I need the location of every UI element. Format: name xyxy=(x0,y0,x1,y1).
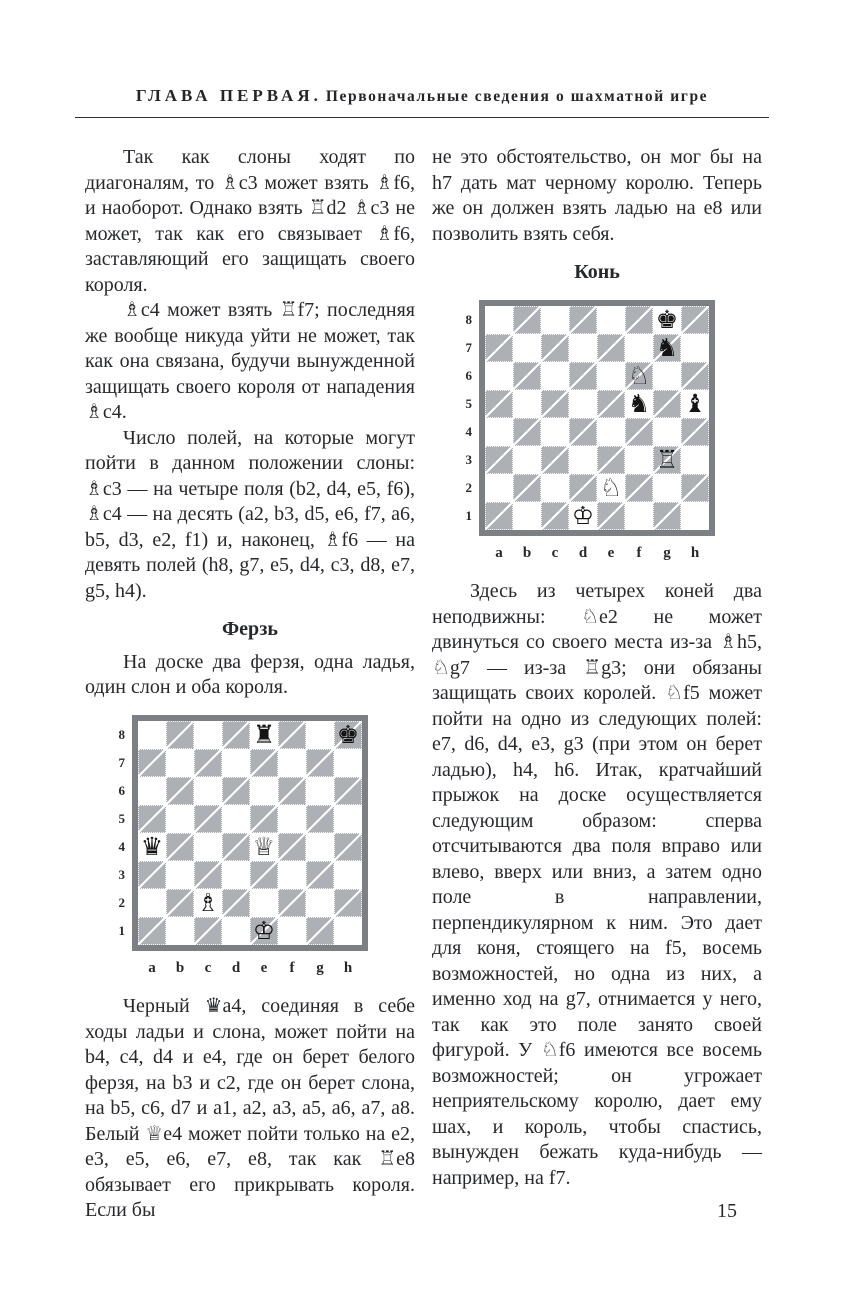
section-heading-knight: Конь xyxy=(574,261,620,283)
square-b2 xyxy=(166,889,194,917)
rank-label: 7 xyxy=(465,339,472,355)
square-c6 xyxy=(194,777,222,805)
square-e1 xyxy=(597,502,625,530)
rank-label: 4 xyxy=(118,838,125,854)
square-d4 xyxy=(222,833,250,861)
square-c1 xyxy=(541,502,569,530)
square-g5 xyxy=(306,805,334,833)
square-f5 xyxy=(625,390,653,418)
square-e6 xyxy=(597,362,625,390)
square-c7 xyxy=(194,749,222,777)
square-g3 xyxy=(653,446,681,474)
square-g8 xyxy=(653,306,681,334)
black-queen-icon: ♛ xyxy=(140,832,164,861)
file-labels xyxy=(479,541,715,567)
square-e3 xyxy=(597,446,625,474)
file-label: b xyxy=(175,959,185,976)
square-b7 xyxy=(513,334,541,362)
square-d3 xyxy=(569,446,597,474)
rank-label: 6 xyxy=(118,782,125,798)
paragraph-queen-continuation: не это обстоятельство, он мог бы на h7 дать мат черному королю. Теперь же он должен взять ладью на e8 или позволить взять себя. xyxy=(432,146,762,245)
chess-diagram-knight xyxy=(432,300,762,567)
square-h2 xyxy=(334,889,362,917)
square-g3 xyxy=(306,861,334,889)
square-d7 xyxy=(569,334,597,362)
square-a3 xyxy=(138,861,166,889)
square-a8 xyxy=(485,306,513,334)
file-label: e xyxy=(260,959,268,976)
square-f5 xyxy=(278,805,306,833)
file-label: e xyxy=(607,544,615,561)
square-b7 xyxy=(166,749,194,777)
file-label: b xyxy=(522,544,532,561)
square-f3 xyxy=(278,861,306,889)
square-d7 xyxy=(222,749,250,777)
chapter-label: ГЛАВА ПЕРВАЯ. xyxy=(135,86,322,105)
square-d1 xyxy=(569,502,597,530)
rank-label: 5 xyxy=(465,395,472,411)
square-f4 xyxy=(278,833,306,861)
rank-label: 2 xyxy=(465,479,472,495)
square-e8 xyxy=(597,306,625,334)
right-column xyxy=(432,145,762,1224)
square-h6 xyxy=(681,362,709,390)
square-a6 xyxy=(485,362,513,390)
square-h6 xyxy=(334,777,362,805)
rank-label: 1 xyxy=(465,507,472,523)
square-b1 xyxy=(166,917,194,945)
square-f6 xyxy=(625,362,653,390)
two-column-layout xyxy=(0,118,844,1224)
square-d1 xyxy=(222,917,250,945)
square-a7 xyxy=(138,749,166,777)
square-b6 xyxy=(166,777,194,805)
square-g8 xyxy=(306,721,334,749)
square-c4 xyxy=(194,833,222,861)
chapter-subtitle: Первоначальные сведения о шахматной игре xyxy=(325,88,709,105)
square-g6 xyxy=(306,777,334,805)
paragraph-bishops-1: Так как слоны ходят по диагоналям, то ♗c3 может взять ♗f6, и наоборот. Однако взять ♖d2 ♗c3 не может, так как его связывает ♗f6, заставляющий его защищать своего короля. xyxy=(85,146,415,296)
square-h5 xyxy=(681,390,709,418)
black-rook-icon: ♜ xyxy=(252,720,276,749)
square-f1 xyxy=(278,917,306,945)
square-d2 xyxy=(569,474,597,502)
paragraph-bishops-3: Число полей, на которые могут пойти в данном положении слоны: ♗c3 — на четыре поля (b2, d4, e5, f6), ♗c4 — на десять (a2, b3, d5, e6, f7, a6, b5, d3, e2, f1) и, наконец, ♗f6 — на девять полей (h8, g7, e5, d4, c3, d8, e7, g5, h4). xyxy=(85,426,415,602)
square-c2 xyxy=(194,889,222,917)
white-king-icon: ♔ xyxy=(571,501,595,530)
square-g1 xyxy=(653,502,681,530)
square-b5 xyxy=(513,390,541,418)
square-e6 xyxy=(250,777,278,805)
square-g7 xyxy=(306,749,334,777)
file-label: g xyxy=(663,544,671,561)
square-g2 xyxy=(653,474,681,502)
file-label: h xyxy=(343,959,353,976)
square-c8 xyxy=(194,721,222,749)
square-a5 xyxy=(485,390,513,418)
square-e2 xyxy=(597,474,625,502)
rank-label: 8 xyxy=(118,726,125,742)
file-labels xyxy=(132,956,368,982)
square-e2 xyxy=(250,889,278,917)
black-king-icon: ♚ xyxy=(336,720,360,749)
rank-label: 1 xyxy=(118,922,125,938)
square-g4 xyxy=(306,833,334,861)
square-a1 xyxy=(485,502,513,530)
square-e7 xyxy=(597,334,625,362)
square-a2 xyxy=(485,474,513,502)
square-h7 xyxy=(681,334,709,362)
page-header xyxy=(0,0,844,118)
square-c5 xyxy=(194,805,222,833)
file-label: h xyxy=(690,544,700,561)
square-d6 xyxy=(222,777,250,805)
square-f4 xyxy=(625,418,653,446)
square-g7 xyxy=(653,334,681,362)
square-a3 xyxy=(485,446,513,474)
square-c3 xyxy=(541,446,569,474)
chess-board xyxy=(479,300,715,536)
square-b5 xyxy=(166,805,194,833)
paragraph-bishops-2: ♗c4 может взять ♖f7; последняя же вообще никуда уйти не может, так как она связана, будучи вынужденной защищать своего короля от нападения ♗c4. xyxy=(85,299,415,423)
black-bishop-icon: ♝ xyxy=(683,389,707,418)
rank-label: 5 xyxy=(118,810,125,826)
square-c7 xyxy=(541,334,569,362)
square-a7 xyxy=(485,334,513,362)
square-c5 xyxy=(541,390,569,418)
file-label: f xyxy=(636,544,642,561)
paragraph-queen-intro: На доске два ферзя, одна ладья, один слон и оба короля. xyxy=(85,650,415,698)
square-a1 xyxy=(138,917,166,945)
square-f1 xyxy=(625,502,653,530)
square-h5 xyxy=(334,805,362,833)
section-heading-queen: Ферзь xyxy=(221,618,279,640)
white-queen-icon: ♕ xyxy=(252,832,276,861)
square-g6 xyxy=(653,362,681,390)
file-label: f xyxy=(289,959,295,976)
square-a2 xyxy=(138,889,166,917)
chess-diagram-queen xyxy=(85,715,415,982)
square-b8 xyxy=(166,721,194,749)
square-d2 xyxy=(222,889,250,917)
file-label: d xyxy=(231,959,241,976)
square-e5 xyxy=(250,805,278,833)
square-d5 xyxy=(569,390,597,418)
paragraph-knight-analysis: Здесь из четырех коней два неподвижны: ♘e2 не может двинуться со своего места из-за ♗h5, ♘g7 — из-за ♖g3; они обязаны защищать своих королей. ♘f5 может пойти на одно из следующих полей: e7, d6, d4, e3, g3 (при этом он берет ладью), h4, h6. Итак, кратчайший прыжок на доске осуществляется следующим образом: сперва отсчитываются два поля вправо или влево, вверх или вниз, а затем одно поле в направлении, перпендикулярном к ним. Это дает для коня, стоящего на f5, восемь возможностей, но одна из них, а именно ход на g7, отнимается у него, так как это поле занято своей фигурой. У ♘f6 имеются все восемь возможностей; он угрожает неприятельскому королю, дает ему шах, и король, чтобы спастись, вынужден бежать куда-нибудь — например, на f7. xyxy=(432,580,762,1189)
square-f8 xyxy=(278,721,306,749)
square-b6 xyxy=(513,362,541,390)
square-f7 xyxy=(278,749,306,777)
square-e4 xyxy=(597,418,625,446)
square-h3 xyxy=(334,861,362,889)
square-b8 xyxy=(513,306,541,334)
square-f8 xyxy=(625,306,653,334)
rank-label: 6 xyxy=(465,367,472,383)
rank-label: 7 xyxy=(118,754,125,770)
square-b4 xyxy=(166,833,194,861)
square-h4 xyxy=(334,833,362,861)
square-b1 xyxy=(513,502,541,530)
square-e5 xyxy=(597,390,625,418)
rank-label: 3 xyxy=(118,866,125,882)
paragraph-queen-analysis: Черный ♛a4, соединяя в себе ходы ладьи и слона, может пойти на b4, c4, d4 и e4, где он берет белого ферзя, на b3 и c2, где он берет слона, на b5, c6, d7 и a1, a2, a3, a5, a6, a7, a8. Белый ♕e4 может пойти только на e2, e3, e5, e6, e7, e8, так как ♖e8 обязывает его прикрывать короля. Если бы xyxy=(85,995,415,1221)
square-d3 xyxy=(222,861,250,889)
square-e8 xyxy=(250,721,278,749)
square-b2 xyxy=(513,474,541,502)
square-d8 xyxy=(569,306,597,334)
file-label: a xyxy=(495,544,503,561)
white-bishop-icon: ♗ xyxy=(196,888,220,917)
black-king-icon: ♚ xyxy=(655,305,679,334)
file-label: d xyxy=(578,544,588,561)
square-a8 xyxy=(138,721,166,749)
square-c8 xyxy=(541,306,569,334)
square-g1 xyxy=(306,917,334,945)
rank-label: 4 xyxy=(465,423,472,439)
square-c2 xyxy=(541,474,569,502)
square-d8 xyxy=(222,721,250,749)
square-e1 xyxy=(250,917,278,945)
square-d6 xyxy=(569,362,597,390)
file-label: a xyxy=(148,959,156,976)
rank-label: 3 xyxy=(465,451,472,467)
square-b4 xyxy=(513,418,541,446)
square-f6 xyxy=(278,777,306,805)
square-d5 xyxy=(222,805,250,833)
square-g2 xyxy=(306,889,334,917)
square-h8 xyxy=(681,306,709,334)
square-f2 xyxy=(625,474,653,502)
square-c6 xyxy=(541,362,569,390)
square-c1 xyxy=(194,917,222,945)
square-a5 xyxy=(138,805,166,833)
file-label: g xyxy=(316,959,324,976)
square-a4 xyxy=(485,418,513,446)
square-a6 xyxy=(138,777,166,805)
square-g5 xyxy=(653,390,681,418)
square-b3 xyxy=(166,861,194,889)
square-h1 xyxy=(334,917,362,945)
rank-label: 8 xyxy=(465,311,472,327)
left-column xyxy=(85,145,415,1224)
square-f7 xyxy=(625,334,653,362)
square-e4 xyxy=(250,833,278,861)
rank-labels xyxy=(111,721,125,945)
white-king-icon: ♔ xyxy=(252,916,276,945)
square-e7 xyxy=(250,749,278,777)
square-e3 xyxy=(250,861,278,889)
page-number: 15 xyxy=(717,1200,737,1222)
square-a4 xyxy=(138,833,166,861)
square-c3 xyxy=(194,861,222,889)
white-knight-icon: ♘ xyxy=(599,473,623,502)
knight-diagram xyxy=(465,300,715,567)
queen-diagram xyxy=(118,715,368,982)
square-b3 xyxy=(513,446,541,474)
square-h4 xyxy=(681,418,709,446)
square-g4 xyxy=(653,418,681,446)
square-c4 xyxy=(541,418,569,446)
square-h1 xyxy=(681,502,709,530)
rank-labels xyxy=(458,306,472,530)
square-f2 xyxy=(278,889,306,917)
file-label: c xyxy=(551,544,559,561)
file-label: c xyxy=(204,959,212,976)
black-knight-icon: ♞ xyxy=(627,389,651,418)
white-knight-icon: ♘ xyxy=(627,361,651,390)
square-h3 xyxy=(681,446,709,474)
black-knight-icon: ♞ xyxy=(655,333,679,362)
white-rook-icon: ♖ xyxy=(655,445,679,474)
square-h7 xyxy=(334,749,362,777)
square-h2 xyxy=(681,474,709,502)
square-h8 xyxy=(334,721,362,749)
square-f3 xyxy=(625,446,653,474)
chess-board xyxy=(132,715,368,951)
square-d4 xyxy=(569,418,597,446)
rank-label: 2 xyxy=(118,894,125,910)
